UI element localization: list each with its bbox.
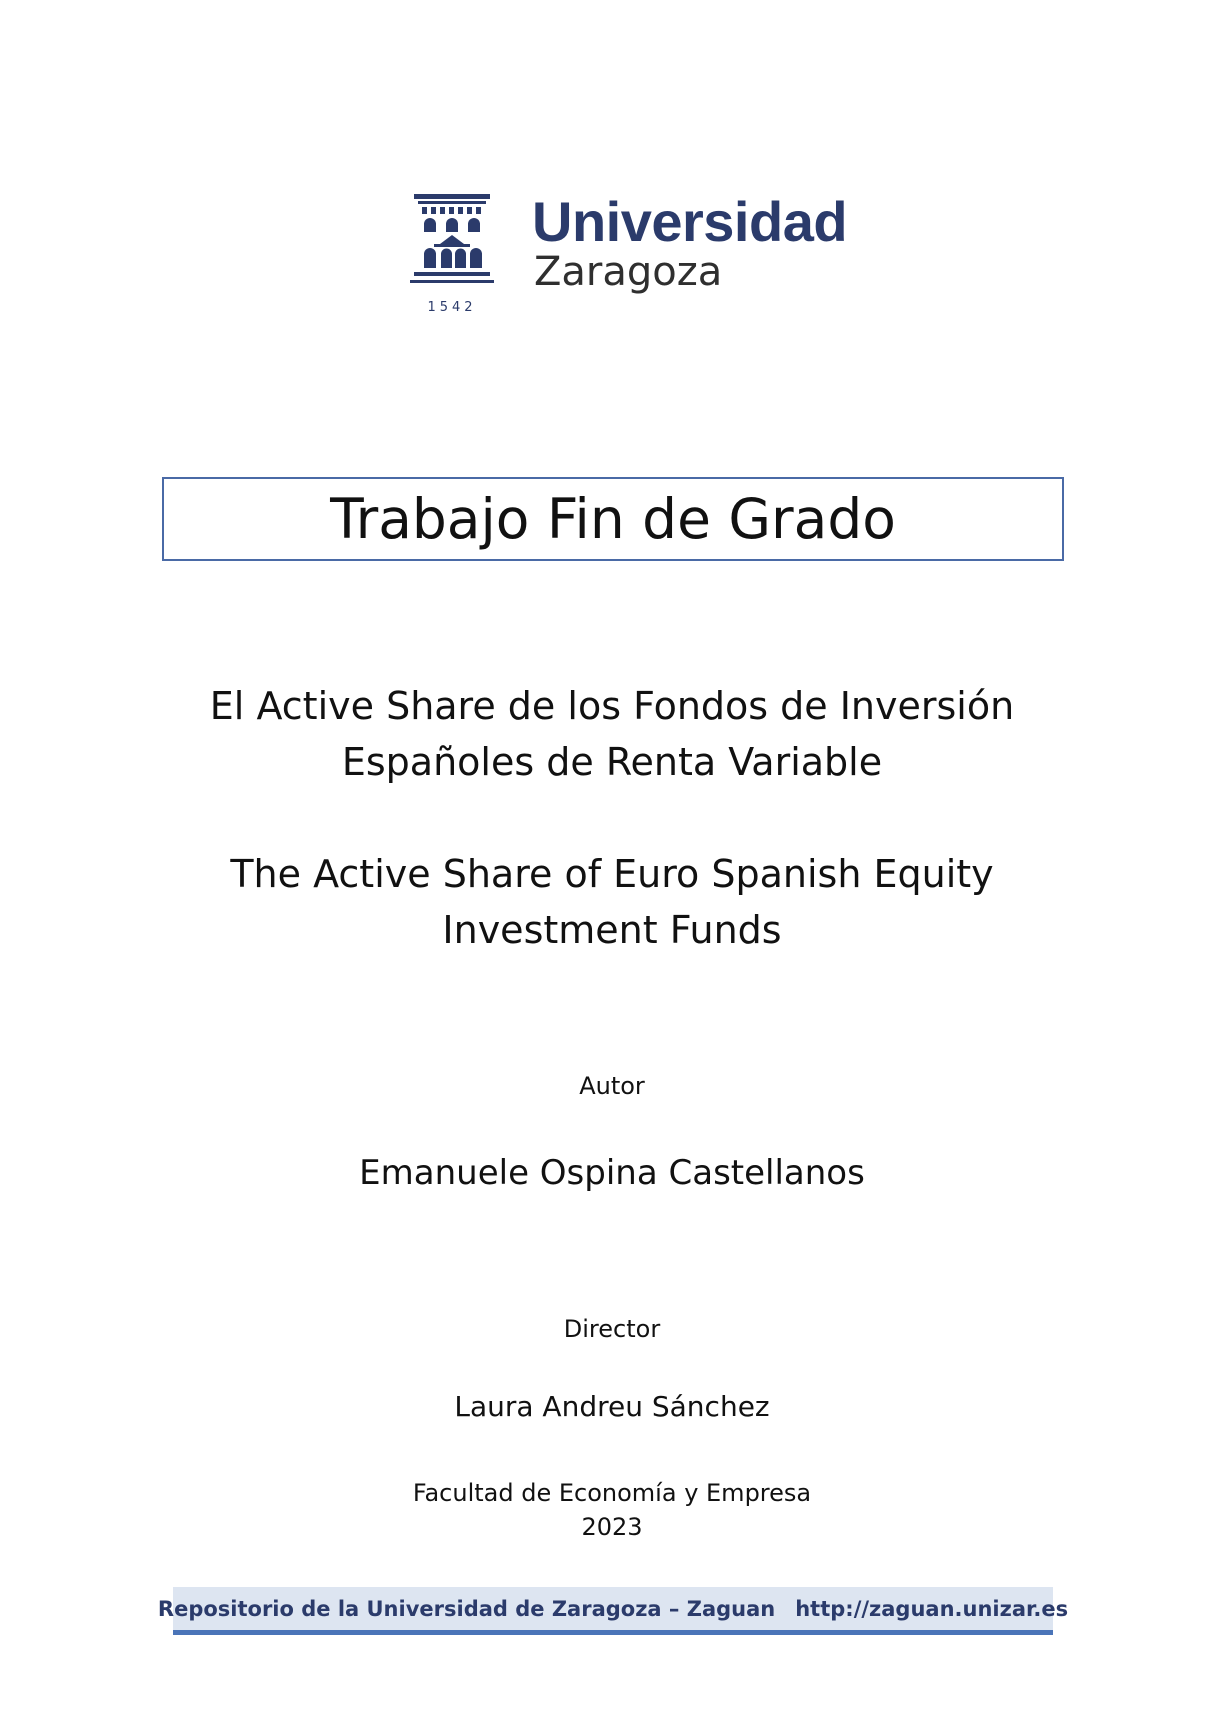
title-english: The Active Share of Euro Spanish Equity Investment Funds [230,852,994,952]
author-label: Autor [579,1072,645,1100]
director-name: Laura Andreu Sánchez [454,1390,770,1423]
document-type: Trabajo Fin de Grado [330,487,896,551]
repository-name: Repositorio de la Universidad de Zaragoza – Zaguan [157,1596,776,1621]
director-label: Director [563,1315,661,1343]
faculty-name: Facultad de Economía y Empresa [412,1479,812,1507]
faculty-and-year [0,1476,1224,1544]
repository-link[interactable]: http://zaguan.unizar.es [795,1596,1069,1621]
author-name: Emanuele Ospina Castellanos [359,1153,865,1193]
founding-year: 1542 [427,300,477,315]
university-logo [410,190,848,322]
repository-footer [157,1587,1069,1635]
title-spanish: El Active Share de los Fondos de Inversión Españoles de Renta Variable [209,684,1015,784]
year: 2023 [581,1513,643,1541]
university-name: Universidad [532,190,848,253]
university-city: Zaragoza [534,249,723,295]
document-type-box [162,477,1064,561]
